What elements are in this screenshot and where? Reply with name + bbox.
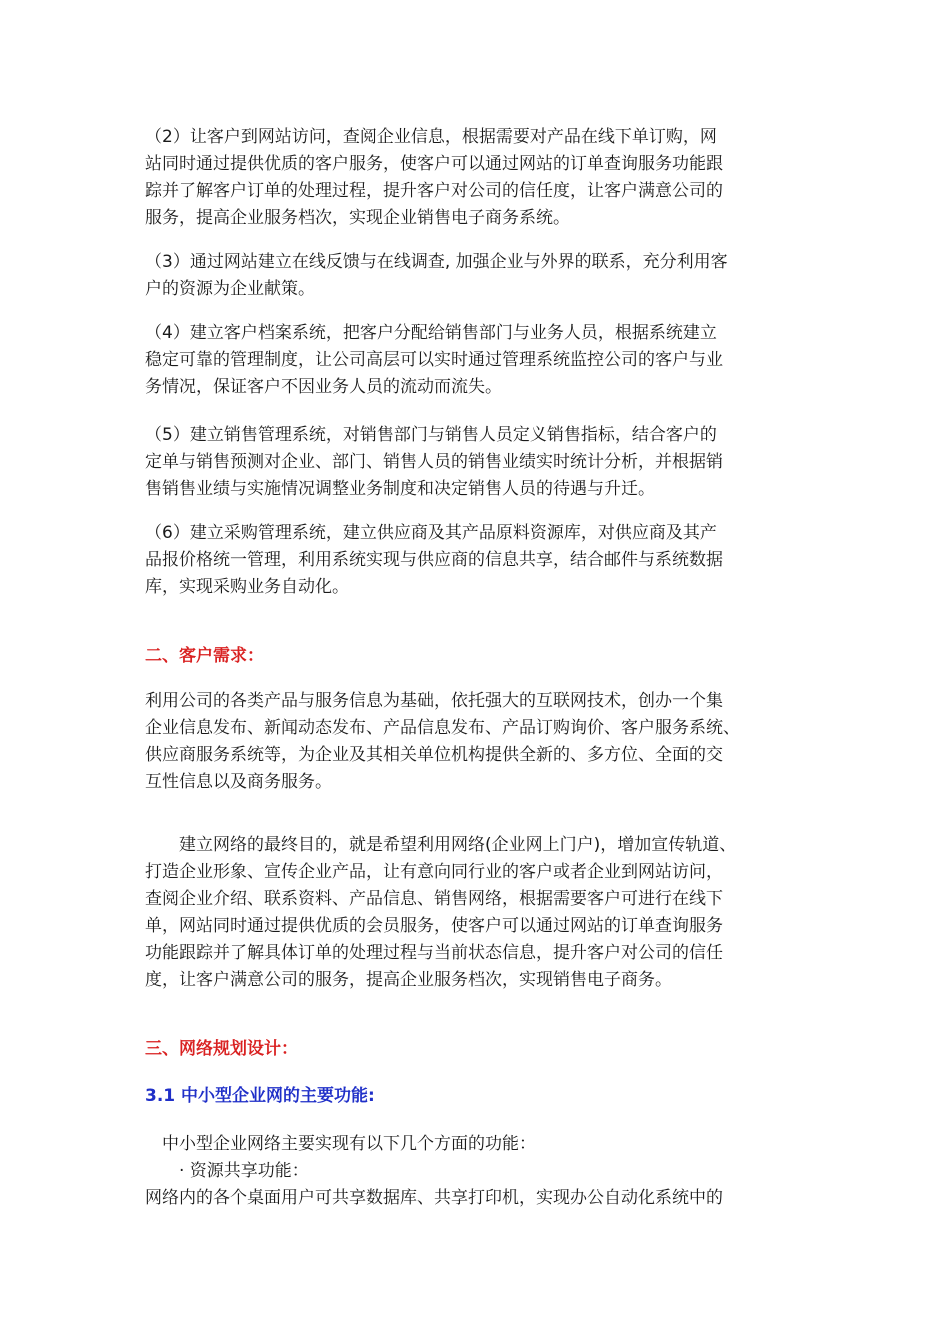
text-line: （4）建立客户档案系统，把客户分配给销售部门与业务人员，根据系统建立: [145, 323, 717, 343]
text-line: 供应商服务系统等，为企业及其相关单位机构提供全新的、多方位、全面的交: [145, 745, 723, 765]
text-line: 定单与销售预测对企业、部门、销售人员的销售业绩实时统计分析，并根据销: [145, 452, 723, 472]
text-line: 售销售业绩与实施情况调整业务制度和决定销售人员的待遇与升迁。: [145, 479, 655, 499]
text-line: 踪并了解客户订单的处理过程，提升客户对公司的信任度，让客户满意公司的: [145, 181, 723, 201]
text-line: 企业信息发布、新闻动态发布、产品信息发布、产品订购询价、客户服务系统、: [145, 718, 740, 738]
text-line: （6）建立采购管理系统，建立供应商及其产品原料资源库，对供应商及其产: [145, 523, 717, 543]
section-2-heading: 二、客户需求：: [145, 646, 264, 666]
text-line: 品报价格统一管理，利用系统实现与供应商的信息共享，结合邮件与系统数据: [145, 550, 723, 570]
text-line: 查阅企业介绍、联系资料、产品信息、销售网络，根据需要客户可进行在线下: [145, 889, 723, 909]
text-line: （3）通过网站建立在线反馈与在线调查, 加强企业与外界的联系，充分利用客: [145, 252, 728, 272]
section-3-1-subheading: 3.1 中小型企业网的主要功能:: [145, 1086, 375, 1106]
text-line: 功能跟踪并了解具体订单的处理过程与当前状态信息，提升客户对公司的信任: [145, 943, 723, 963]
text-line: · 资源共享功能：: [145, 1161, 309, 1181]
item-2-paragraph: [145, 124, 810, 232]
text-line: 建立网络的最终目的，就是希望利用网络(企业网上门户)，增加宣传轨道、: [145, 835, 737, 855]
text-line: 中小型企业网络主要实现有以下几个方面的功能：: [145, 1134, 536, 1154]
item-3-paragraph: [145, 249, 810, 303]
section-3-1-paragraph: [145, 1131, 810, 1212]
text-line: 稳定可靠的管理制度，让公司高层可以实时通过管理系统监控公司的客户与业: [145, 350, 723, 370]
text-line: 互性信息以及商务服务。: [145, 772, 332, 792]
text-line: 网络内的各个桌面用户可共享数据库、共享打印机，实现办公自动化系统中的: [145, 1188, 723, 1208]
item-6-paragraph: [145, 520, 810, 601]
text-line: 务情况，保证客户不因业务人员的流动而流失。: [145, 377, 502, 397]
text-line: 服务，提高企业服务档次，实现企业销售电子商务系统。: [145, 208, 570, 228]
text-line: （2）让客户到网站访问，查阅企业信息，根据需要对产品在线下单订购，网: [145, 127, 717, 147]
section-3-heading: 三、网络规划设计：: [145, 1039, 298, 1059]
section-2-paragraph-1: [145, 688, 810, 796]
text-line: （5）建立销售管理系统，对销售部门与销售人员定义销售指标，结合客户的: [145, 425, 717, 445]
text-line: 打造企业形象、宣传企业产品，让有意向同行业的客户或者企业到网站访问，: [145, 862, 723, 882]
text-line: 利用公司的各类产品与服务信息为基础，依托强大的互联网技术，创办一个集: [145, 691, 723, 711]
text-line: 库，实现采购业务自动化。: [145, 577, 349, 597]
text-line: 户的资源为企业献策。: [145, 279, 315, 299]
item-5-paragraph: [145, 422, 810, 503]
section-2-paragraph-2: [145, 832, 810, 994]
text-line: 度，让客户满意公司的服务，提高企业服务档次，实现销售电子商务。: [145, 970, 672, 990]
item-4-paragraph: [145, 320, 810, 401]
text-line: 站同时通过提供优质的客户服务，使客户可以通过网站的订单查询服务功能跟: [145, 154, 723, 174]
text-line: 单，网站同时通过提供优质的会员服务，使客户可以通过网站的订单查询服务: [145, 916, 723, 936]
